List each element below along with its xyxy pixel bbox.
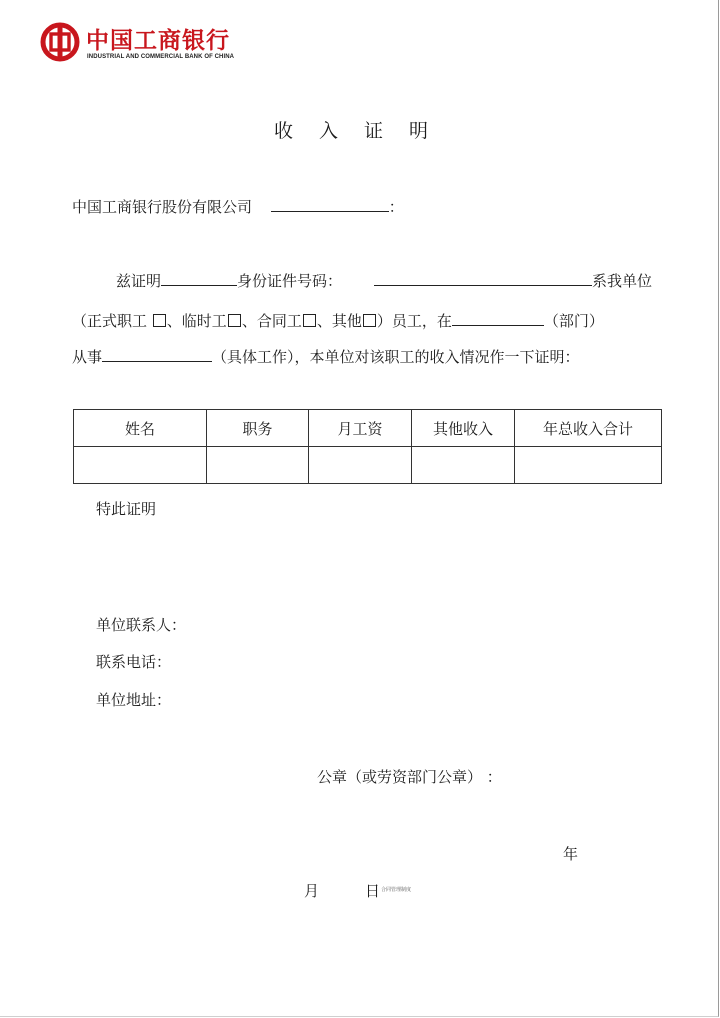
document-title: 收 入 证 明 [273,120,439,142]
checkbox-formal[interactable] [153,314,166,327]
address-label: 单位地址： [96,691,172,709]
contact-phone-label: 联系电话： [96,653,172,671]
p3-prefix: 从事 [72,348,103,366]
paragraph-2 [72,310,604,331]
addressee: 中国工商银行股份有限公司 [72,198,253,216]
paragraph-3 [72,346,580,367]
cell-monthly-salary[interactable] [309,447,412,484]
department-blank[interactable] [452,311,544,326]
label-contract: 、合同工 [241,312,302,330]
icbc-logo-icon [40,22,80,62]
checkbox-temp[interactable] [228,314,241,327]
bank-name-cn: 中国工商银行 [86,28,230,54]
addressee-blank[interactable] [271,197,389,212]
income-table [73,409,662,484]
header-position: 职务 [207,410,309,447]
checkbox-contract[interactable] [303,314,316,327]
bank-logo [40,22,250,66]
cell-position[interactable] [207,447,309,484]
month-label: 月 [304,882,320,900]
p1-suffix: 系我单位 [592,272,653,290]
contact-person-label: 单位联系人： [96,616,187,634]
addressee-line [72,196,404,217]
year-label: 年 [563,845,579,863]
job-blank[interactable] [102,347,212,362]
checkbox-other[interactable] [363,314,376,327]
id-label: 身份证件号码： [237,272,343,290]
cell-name[interactable] [74,447,207,484]
bank-name-en: INDUSTRIAL AND COMMERCIAL BANK OF CHINA [87,54,235,60]
header-name: 姓名 [74,410,207,447]
certify-text: 特此证明 [96,500,157,518]
p3-suffix: （具体工作），本单位对该职工的收入情况作一下证明： [212,348,580,366]
p1-prefix: 兹证明 [116,272,162,290]
addressee-suffix: ： [388,198,404,216]
cell-annual-total[interactable] [515,447,662,484]
p2-close: ）员工，在 [376,312,452,330]
seal-label: 公章（或劳资部门公章） ： [317,768,502,786]
label-temp: 、临时工 [166,312,227,330]
id-number-blank[interactable] [374,271,592,286]
cell-other-income[interactable] [412,447,515,484]
label-other: 、其他 [316,312,362,330]
paragraph-1 [116,270,652,291]
table-row [74,447,662,484]
header-annual-total: 年总收入合计 [515,410,662,447]
p2-open: （正式职工 [72,312,148,330]
footer-note: 合同管理制度 [381,887,412,893]
header-monthly-salary: 月工资 [309,410,412,447]
day-label: 日 [365,882,381,900]
table-header-row [74,410,662,447]
p2-dept: （部门） [543,312,604,330]
header-other-income: 其他收入 [412,410,515,447]
name-blank[interactable] [161,271,237,286]
